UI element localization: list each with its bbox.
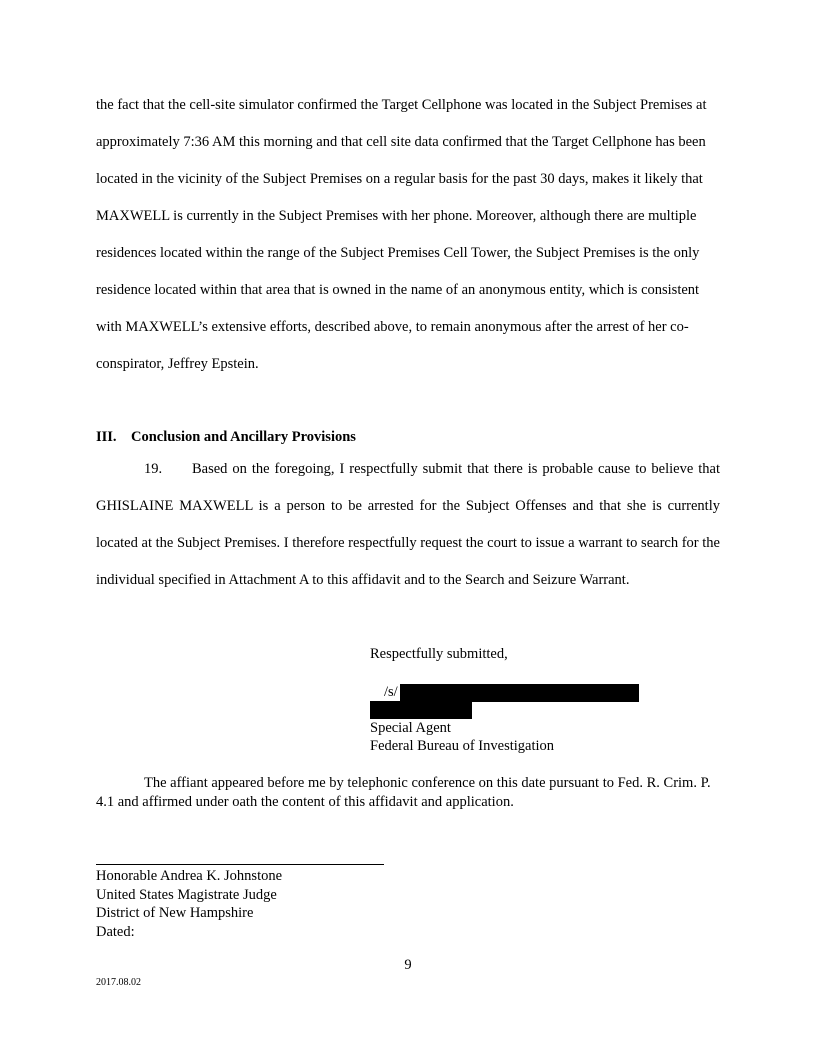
- judge-signature-rule: [96, 864, 384, 865]
- paragraph-number: 19.: [144, 461, 163, 477]
- form-code: 2017.08.02: [96, 977, 141, 988]
- judge-district: District of New Hampshire: [96, 905, 254, 921]
- section-heading: [96, 428, 356, 446]
- judge-title: United States Magistrate Judge: [96, 886, 277, 903]
- signature-block: [370, 645, 670, 755]
- judge-block: [96, 867, 496, 941]
- redaction-bar: [400, 684, 639, 702]
- page-number: 9: [404, 957, 412, 973]
- signature-closing: Respectfully submitted,: [370, 646, 508, 662]
- redaction-bar: [370, 701, 472, 719]
- judge-name: Honorable Andrea K. Johnstone: [96, 868, 283, 884]
- continuation-paragraph: the fact that the cell-site simulator confirmed the Target Cellphone was located in the Subject Premises at approximately 7:36 AM this morning and that cell site data confirmed that the Target Cellphone has been located in the vicinity of the Subject Premises on a regular basis for the past 30 days, makes it likely that MAXWELL is currently in the Subject Premises with her phone. Moreover, although there are multiple residences located within the range of the Subject Premises Cell Tower, the Subject Premises is the only residence located within that area that is owned in the name of an anonymous entity, which is consistent with MAXWELL’s extensive efforts, described above, to remain anonymous after the arrest of her co-conspirator, Jeffrey Epstein.: [96, 97, 707, 372]
- section-title: Conclusion and Ancillary Provisions: [131, 429, 356, 445]
- signer-title: Special Agent: [370, 720, 451, 736]
- section-number: III.: [96, 429, 117, 445]
- signature-line: [370, 683, 670, 701]
- paragraph-19: [96, 451, 720, 599]
- signature-prefix: /s/: [370, 683, 398, 702]
- dated-label: Dated:: [96, 923, 135, 940]
- paragraph-19-text: Based on the foregoing, I respectfully submit that there is probable cause to believe that GHISLAINE MAXWELL is a person to be arrested for the Subject Offenses and that she is currently located at the Subject Premises. I therefore respectfully request the court to issue a warrant to search for the individual specified in Attachment A to this affidavit and to the Search and Seizure Warrant.: [96, 461, 720, 588]
- affirmation-paragraph: The affiant appeared before me by telephonic conference on this date pursuant to Fed. R. Crim. P. 4.1 and affirmed under oath the content of this affidavit and application.: [96, 775, 711, 810]
- signer-agency: Federal Bureau of Investigation: [370, 738, 555, 754]
